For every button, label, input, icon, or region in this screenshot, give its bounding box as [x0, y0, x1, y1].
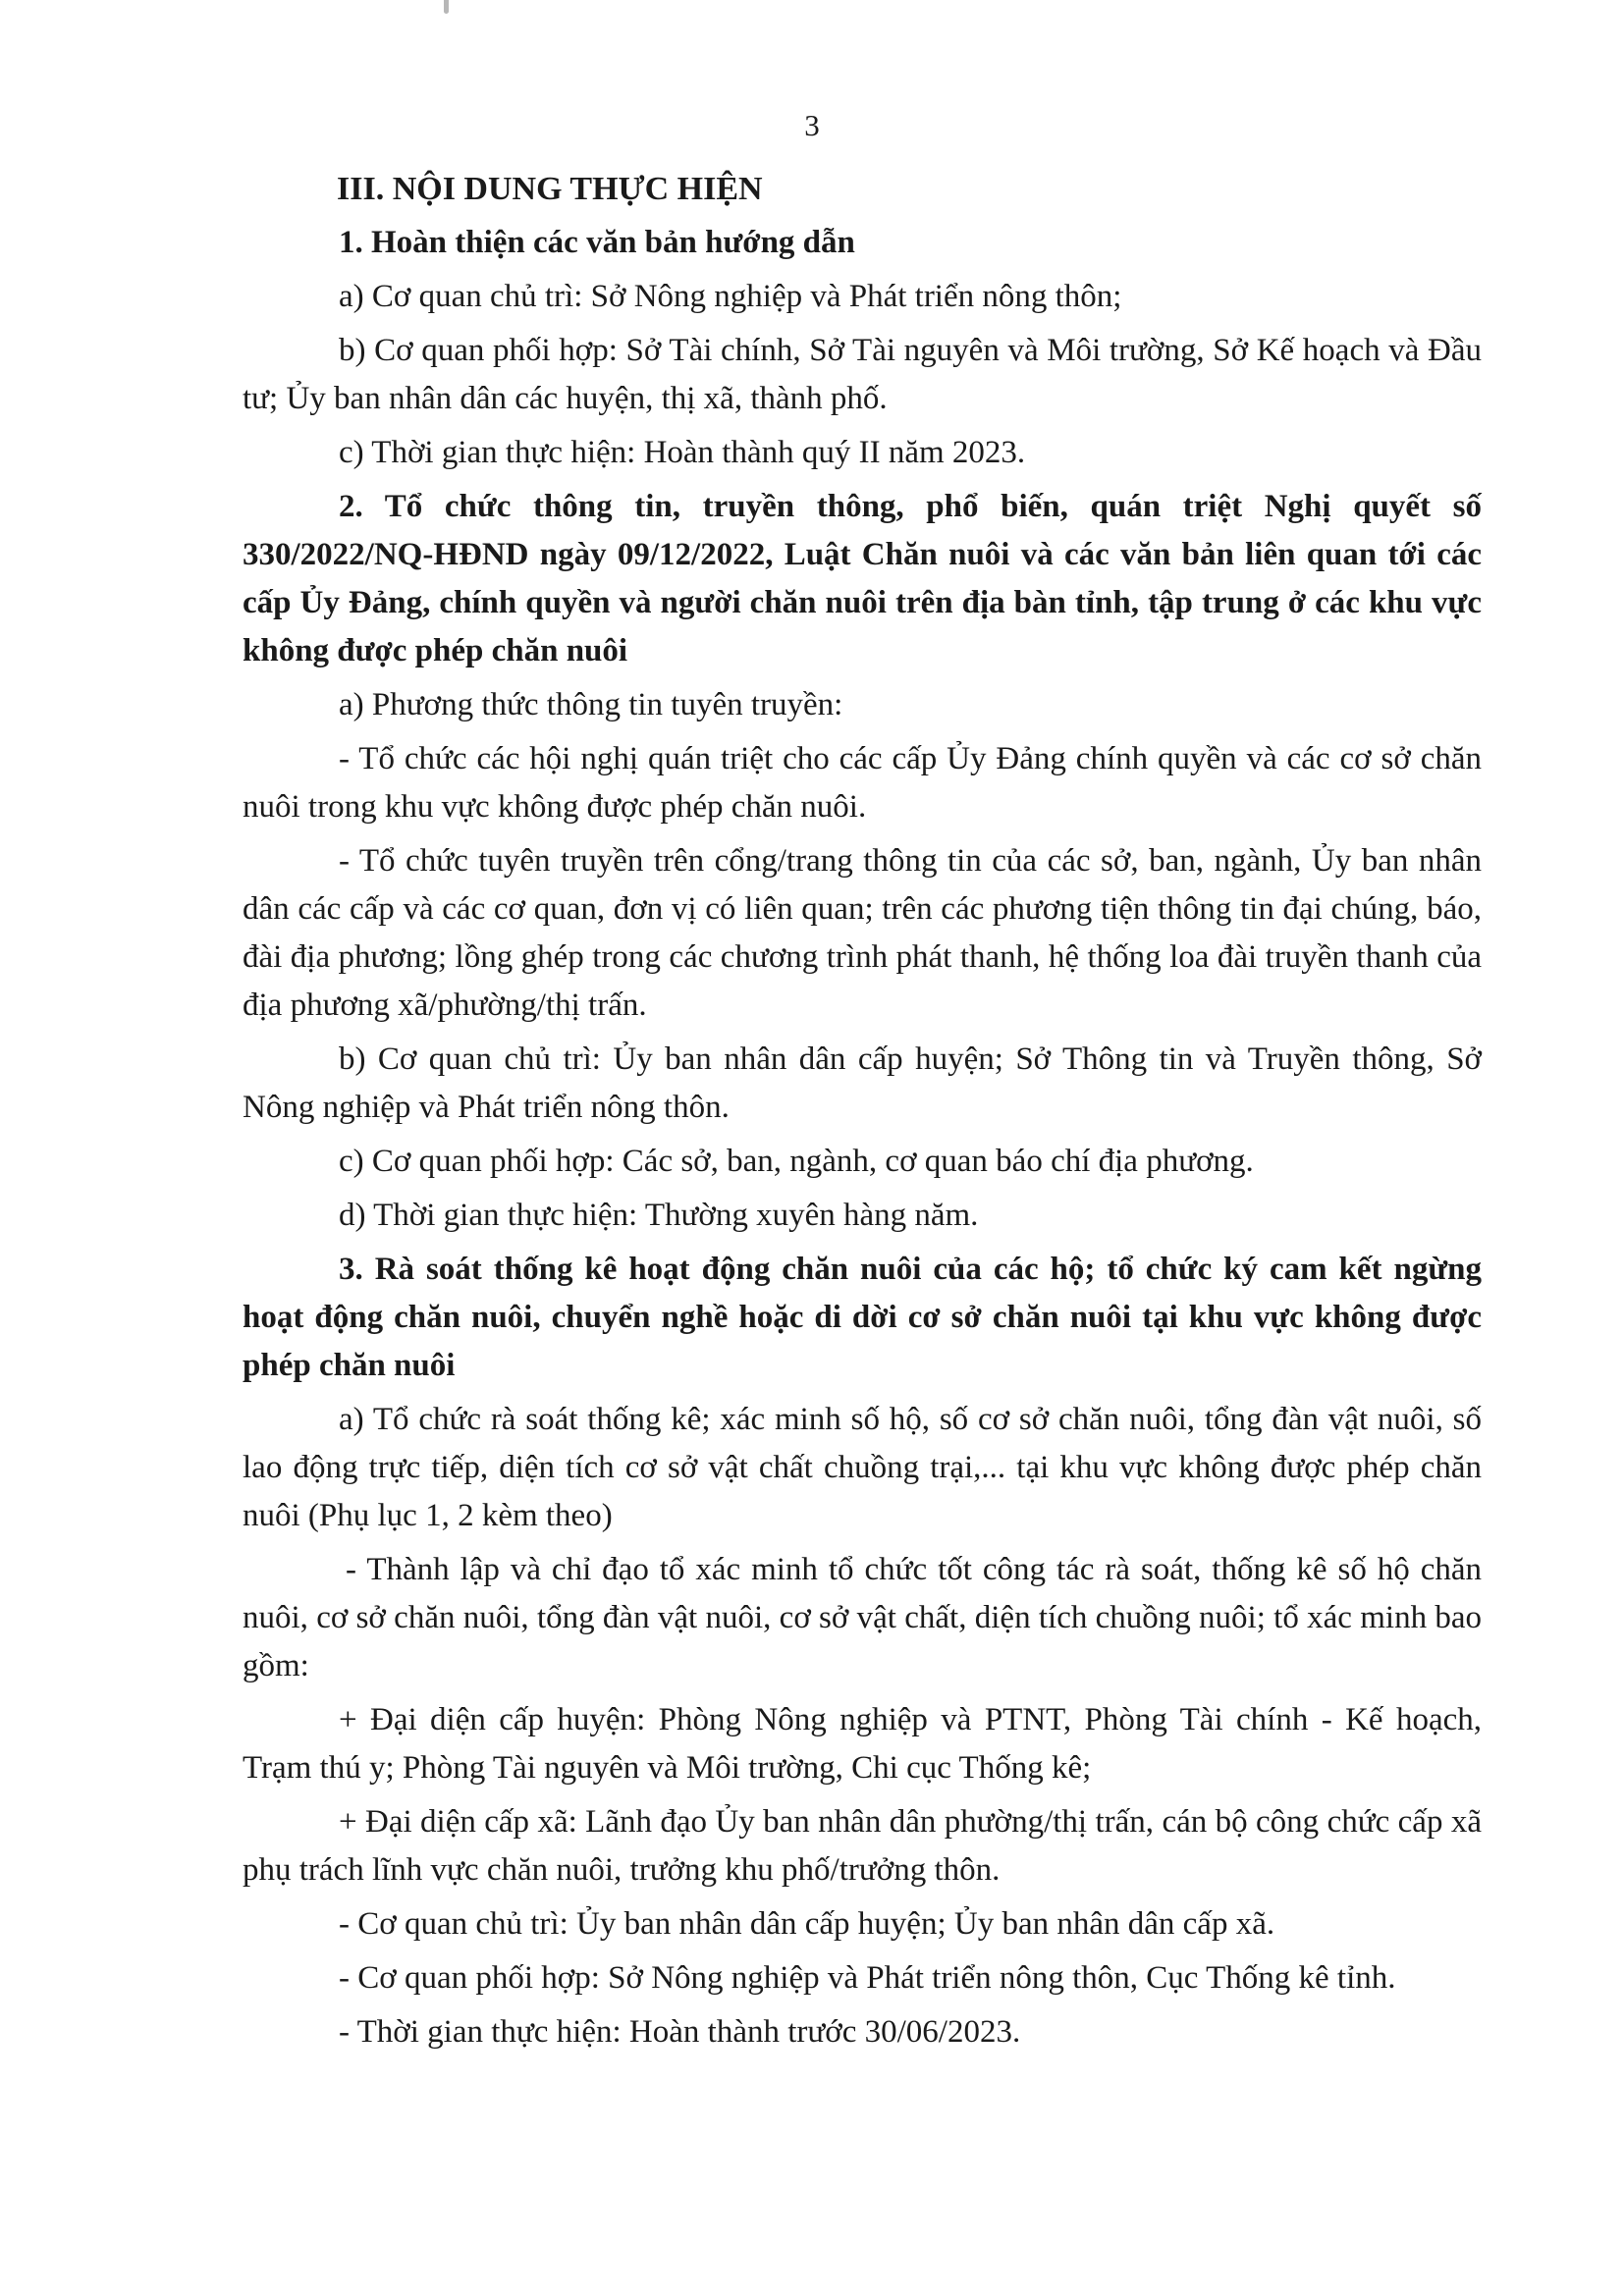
document-body	[243, 165, 1482, 2062]
paragraph: - Tổ chức tuyên truyền trên cổng/trang thông tin của các sở, ban, ngành, Ủy ban nhân dân các cấp và các cơ quan, đơn vị có liên quan; trên các phương tiện thông tin đại chúng, báo, đài địa phương; lồng ghép trong các chương trình phát thanh, hệ thống loa đài truyền thanh của địa phương xã/phường/thị trấn.	[243, 843, 1482, 1023]
page-number: 3	[804, 108, 820, 142]
paragraph: - Cơ quan phối hợp: Sở Nông nghiệp và Phát triển nông thôn, Cục Thống kê tỉnh.	[339, 1960, 1396, 1996]
scan-mark	[444, 0, 449, 14]
paragraph: d) Thời gian thực hiện: Thường xuyên hàng năm.	[339, 1198, 979, 1233]
paragraph: + Đại diện cấp xã: Lãnh đạo Ủy ban nhân dân phường/thị trấn, cán bộ công chức cấp xã phụ trách lĩnh vực chăn nuôi, trưởng khu phố/trưởng thôn.	[243, 1804, 1482, 1888]
paragraph: - Cơ quan chủ trì: Ủy ban nhân dân cấp huyện; Ủy ban nhân dân cấp xã.	[339, 1906, 1275, 1942]
paragraph: c) Thời gian thực hiện: Hoàn thành quý II năm 2023.	[339, 435, 1026, 470]
paragraph: - Thời gian thực hiện: Hoàn thành trước 30/06/2023.	[339, 2014, 1021, 2050]
paragraph: b) Cơ quan chủ trì: Ủy ban nhân dân cấp huyện; Sở Thông tin và Truyền thông, Sở Nông nghiệp và Phát triển nông thôn.	[243, 1041, 1482, 1125]
paragraph: a) Cơ quan chủ trì: Sở Nông nghiệp và Phát triển nông thôn;	[339, 279, 1122, 314]
paragraph: a) Tổ chức rà soát thống kê; xác minh số hộ, số cơ sở chăn nuôi, tổng đàn vật nuôi, số lao động trực tiếp, diện tích cơ sở vật chất chuồng trại,... tại khu vực không được phép chăn nuôi (Phụ lục 1, 2 kèm theo)	[243, 1402, 1482, 1533]
paragraph: c) Cơ quan phối hợp: Các sở, ban, ngành, cơ quan báo chí địa phương.	[339, 1144, 1254, 1179]
paragraph: - Tổ chức các hội nghị quán triệt cho các cấp Ủy Đảng chính quyền và các cơ sở chăn nuôi trong khu vực không được phép chăn nuôi.	[243, 741, 1482, 825]
paragraph: b) Cơ quan phối hợp: Sở Tài chính, Sở Tài nguyên và Môi trường, Sở Kế hoạch và Đầu tư; Ủy ban nhân dân các huyện, thị xã, thành phố.	[243, 333, 1482, 416]
paragraph: + Đại diện cấp huyện: Phòng Nông nghiệp và PTNT, Phòng Tài chính - Kế hoạch, Trạm thú y; Phòng Tài nguyên và Môi trường, Chi cục Thống kê;	[243, 1702, 1482, 1786]
subsection-heading: 3. Rà soát thống kê hoạt động chăn nuôi của các hộ; tổ chức ký cam kết ngừng hoạt động chăn nuôi, chuyển nghề hoặc di dời cơ sở chăn nuôi tại khu vực không được phép chăn nuôi	[243, 1252, 1482, 1383]
paragraph: a) Phương thức thông tin tuyên truyền:	[339, 687, 843, 722]
paragraph: - Thành lập và chỉ đạo tổ xác minh tổ chức tốt công tác rà soát, thống kê số hộ chăn nuôi, cơ sở chăn nuôi, tổng đàn vật nuôi, cơ sở vật chất, diện tích chuồng nuôi; tổ xác minh bao gồm:	[243, 1552, 1482, 1683]
section-heading: III. NỘI DUNG THỰC HIỆN	[337, 171, 763, 207]
subsection-heading: 1. Hoàn thiện các văn bản hướng dẫn	[339, 225, 855, 260]
subsection-heading: 2. Tổ chức thông tin, truyền thông, phổ biến, quán triệt Nghị quyết số 330/2022/NQ-HĐND ngày 09/12/2022, Luật Chăn nuôi và các văn bản liên quan tới các cấp Ủy Đảng, chính quyền và người chăn nuôi trên địa bàn tỉnh, tập trung ở các khu vực không được phép chăn nuôi	[243, 489, 1482, 668]
